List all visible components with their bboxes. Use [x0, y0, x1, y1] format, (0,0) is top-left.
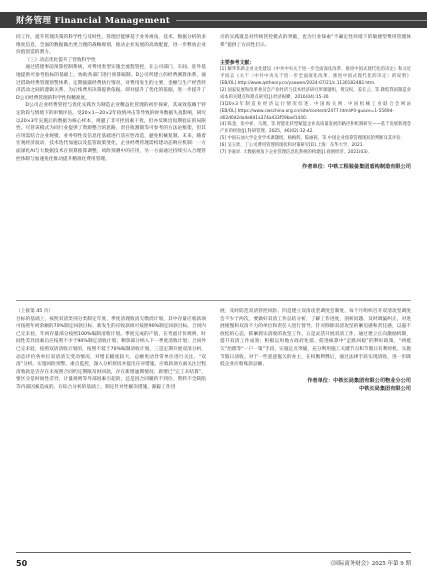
section-header-bar	[0, 12, 427, 28]
section-title: 财务管理 Financial Management	[16, 16, 171, 26]
paragraph: 展，及时防范双清管控风险。四是建立双清攻坚调度会制度，每个月组织召开双清攻坚调度会不少于两次，要做好双清工作总结分析，了解工作进度，剖析问题、及时调偏纠正，对进展缓慢和双清不力的单位和责任人进行督导，针对除除双清攻坚的紧迫感和责任感，以遏不放松的心态，抓紧抓实清收的攻坚工作。五是灵活开展双清工作，通过建立正向激励机制，提升双清工作成效；积极运用地方政府化债、促进核算中“走跌回稳”的利好政策，“两抵欠”治理等“一户一策”手段，实施定点突破，充分利用施工关键节点和节假日有利时机，实施节假日清收。对于一些恶意拖欠的业主，在权衡利弊后，通过法律手段实现清收，进一步降低企业应收账款总额。	[220, 309, 411, 368]
paragraph: 同工作，提升管理决策的科学性与及时性。管理层能够基于业务视角、技术、数据分析的多维度信息，全面的数据做出更合理的战略规划，推动企业发展的高效配置，进一步释放企业价值创造的潜力。	[16, 35, 206, 56]
paragraph: D公司企业经费管控与优化实践作为制造企业精益化管理的初步探索，其成效依赖于特定阶段与情境下的审慎评估。受20×1—20×2年疫情冲击等导致的财务数据失真影响，研究以20×3年实施后的数据为核心样本，规避了非可控因素干扰，但亦反映出短期验证的局限性。尽管该模式为同行业提供了资源整合的思路，责任收割制等可参考的方法论框架，但其应用需结合企业规模、业务特性及信息化基础进行适应性改造，避免机械复制。未来，随着宏观经济波动、技术迭代加速以及监管政策变化，企业经费管理需构建动态响应机制：一方面深化AI与大数据技术在预算推算调整、风险预测中的应用，另一方面通过持续引入合理管控体制与加速优化推动提升精准化费用管理。	[16, 103, 206, 162]
reference-item: [6] 吴玉欣，丁公司费用管理的现状和对策研究[D].上海：东华大学，2021.	[220, 143, 364, 149]
footer-divider	[16, 552, 411, 553]
reference-item: [5] 中国石油大学企业学术课题组，杨梅辉，陈丽莉，等.中国企业预算管理现状的判断及其评价.	[220, 136, 403, 142]
reference-item: [7] 李嘉昇. 大数据视角下企业管理信息化系统的构建[J].商展经济，2021(03).	[220, 150, 370, 156]
section-divider	[16, 300, 411, 301]
references-list	[220, 67, 411, 157]
publication-issue: 《国际商务财会》2025 年第 9 期	[327, 561, 411, 567]
paragraph: 通过搭建事前预算控制系统，对费用类型实施全流程管控，在公司部门、车间、驻外基地提供可参考指标的基础上，协助各部门进行预算编制。D公司所建立的经费测算体系，通过借助经费管理预警体系，定期披露经费执行情况，对费用发生的主要、金额与生产经营经济活动之间的逻辑关系，为后续费用决策提供依据。即对提升了优化的依据，进一步提升了D公司经费管理的科学性和精准度。	[16, 65, 206, 101]
continued-from-note: （上接第 45 页）	[16, 309, 54, 314]
reference-item: [4] 陈金，张中祥，马理，等.智能化转型赋能企业高质量发展的路径和机制研究——基于发展新理念产业的经验[J].科研管理，2025，46(02):32-42.	[220, 122, 411, 135]
reference-item: [3]20×3年制造业经济运行情况综述. 中国海关网. 中国机械工业联合会网站[EB/OL].https://www.cwschina.org.cn/site/content/2477.html#0-guoce=1-55694-d02d0d2da4e8d1a374a433f59bad1440.	[220, 101, 411, 121]
reference-item: [2] 国家发展和改革委员会产业经济与技术经济研究所课题组，黄汉权，姜长云，等.降低我国制造业成本的关键点和难点研究[J].经济纵横，2016(04):15-30.	[220, 87, 411, 100]
left-column-bottom	[16, 308, 206, 392]
right-column-top	[220, 34, 411, 171]
section-subheading: （三）动态优化提升了营收科学性	[25, 57, 96, 63]
page-footer	[16, 556, 411, 570]
paragraph: 司的实践既是对传统管控模式的突破，也为行业探索“不确定性环境下的敏捷型费用管理体系”提供了方向性启示。	[220, 35, 411, 48]
right-column-bottom	[220, 308, 411, 393]
header-divider	[176, 20, 427, 21]
author-affiliation-line2: 中铁长局集团有限公司	[359, 385, 411, 392]
author-affiliation: 作者单位：中铁长局集团有限公司物业分公司	[307, 377, 411, 384]
references-title: 主要参考文献：	[220, 60, 255, 67]
left-column-top	[16, 34, 206, 163]
paragraph: 目标的基础上，按照双清类别分类制定年度、季度清理收清欠缴消计划，其中存量应收款项可按照年初余额的70%制定回款目标，新发生的应收款项可按照90%制定回款目标。合同内已完未验、年初存量部分按照100%编制清收计划。季度完成的产值，在考虑计价规则、时间性差异因素后应按照不少于90%制定清收计划；剩余部分纳入下一季度清收计划；合同外已完未验，按照双清清收计划的，按照不低于70%编制清收计划。三是定期开展双清分析，动态评价各单位双清清欠变动情况，对增长幅度较大、总额更动异常单位进行关注、“双清”分析。实施风险预警。重点监控，深入分析原因并提出应对措施。应收款项方面关注过程清收款是否存在未按照合同约定期限及时回款，存在新增逾期情况；新增已“完工未结算”，要区分是时间性差异、计量规则等外部因素引起的，还是因合同履约不到位、资料不全缺陷等内部因素造成的。在综合分析的基础上，制定针对性解决措施，跟踪工作进	[16, 316, 206, 390]
reference-item: [1] 解华伟新企业文化建设《中共中央关于进一步全面深化改革、推进中国式现代化的决定》和习近平同志《关于〈中共中央关于进一步全面深化改革、推进中国式现代化的决定〉的说明》[EB/OL].http://www.qstheory.cn/yaowen/2024-07/21/c.1130182482.htm.	[220, 67, 411, 86]
author-affiliation: 作者单位：中铁工程装备集团盾构制造有限公司	[302, 163, 411, 170]
page-number: 50	[16, 558, 28, 568]
